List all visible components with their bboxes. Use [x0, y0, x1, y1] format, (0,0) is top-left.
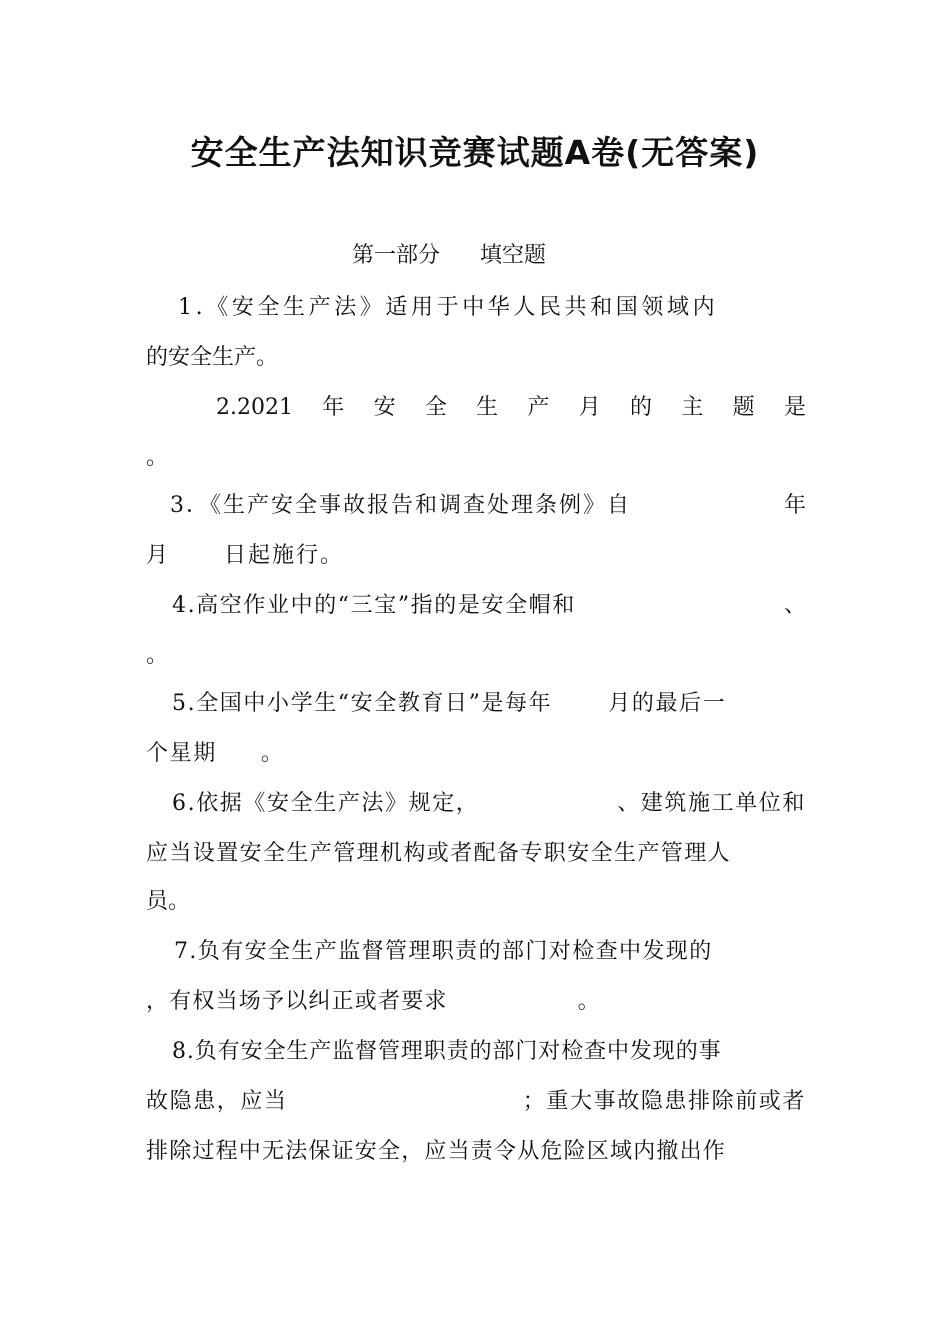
- question-6-continuation-end: 员。: [146, 889, 191, 914]
- question-8-line-2: [146, 1084, 806, 1120]
- question-4-line-2: [146, 638, 806, 674]
- question-4-line-1: [172, 588, 806, 624]
- question-5-text: 5.全国中小学生“安全教育日”是每年: [172, 691, 553, 716]
- question-7-continuation: ，有权当场予以纠正或者要求: [146, 989, 448, 1014]
- question-3-year-label: 年: [783, 493, 806, 518]
- question-6-line-1: [172, 786, 806, 822]
- question-6-continuation: 应当设置安全生产管理机构或者配备专职安全生产管理人: [146, 841, 732, 866]
- question-3-text: 3．《生产安全事故报告和调查处理条例》自: [170, 493, 631, 518]
- section-name: 填空题: [480, 243, 547, 268]
- question-6-line-2: [146, 836, 806, 872]
- question-8-continuation-end: ；重大事故隐患排除前或者: [522, 1089, 806, 1114]
- question-5-line-1: [172, 686, 806, 722]
- question-7-line-1: [174, 934, 806, 970]
- question-5-text-end: 月的最后一: [608, 691, 727, 716]
- section-heading: [0, 238, 898, 274]
- question-8-continuation-2: 排除过程中无法保证安全，应当责令从危险区域内撤出作: [146, 1139, 727, 1164]
- question-1-line-2: [146, 340, 806, 376]
- question-6-line-3: [146, 884, 806, 920]
- question-8-line-3: [146, 1134, 806, 1170]
- question-7-text: 7.负有安全生产监督管理职责的部门对检查中发现的: [174, 939, 713, 964]
- question-3-line-1: [170, 488, 806, 524]
- question-8-text: 8.负有安全生产监督管理职责的部门对检查中发现的事: [172, 1039, 722, 1064]
- question-4-separator: 、: [783, 593, 806, 618]
- question-2-char: 产: [527, 395, 550, 420]
- question-3-line-2: [146, 538, 806, 574]
- question-2-char: 生: [476, 395, 499, 420]
- question-1-line-1: [178, 290, 806, 326]
- question-5-continuation: 个星期: [146, 741, 217, 766]
- question-7-line-2: [146, 984, 806, 1020]
- question-2-char: 安: [373, 395, 396, 420]
- question-1-continuation: 的安全生产。: [146, 345, 279, 370]
- question-2-number: 2.2021: [216, 395, 293, 420]
- question-6-text-end: 、建筑施工单位和: [617, 791, 806, 816]
- question-5-line-2: [146, 736, 806, 772]
- question-2-char: 题: [732, 395, 755, 420]
- question-4-text: 4.高空作业中的“三宝”指的是安全帽和: [172, 593, 576, 618]
- question-7-period: 。: [577, 989, 600, 1014]
- question-2-line-1: [216, 390, 806, 426]
- question-8-line-1: [172, 1034, 806, 1070]
- question-6-text: 6.依据《安全生产法》规定，: [172, 791, 480, 816]
- question-3-day-text: 日起施行。: [224, 543, 345, 568]
- document-title: 安全生产法知识竞赛试题A卷(无答案): [190, 133, 760, 172]
- question-2-char: 是: [783, 395, 806, 420]
- question-2-continuation: 。: [146, 445, 169, 470]
- question-4-continuation: 。: [146, 643, 169, 668]
- question-5-period: 。: [260, 741, 283, 766]
- section-label: 第一部分: [351, 243, 440, 268]
- question-2-char: 年: [322, 395, 345, 420]
- question-2-char: 的: [630, 395, 653, 420]
- question-2-line-2: [146, 440, 806, 476]
- question-2-char: 月: [578, 395, 601, 420]
- question-2-char: 全: [424, 395, 447, 420]
- question-8-continuation: 故隐患，应当: [146, 1089, 288, 1114]
- question-1-text: 1.《安全生产法》适用于中华人民共和国领域内: [178, 295, 719, 320]
- question-2-char: 主: [681, 395, 704, 420]
- question-3-month-label: 月: [146, 543, 169, 568]
